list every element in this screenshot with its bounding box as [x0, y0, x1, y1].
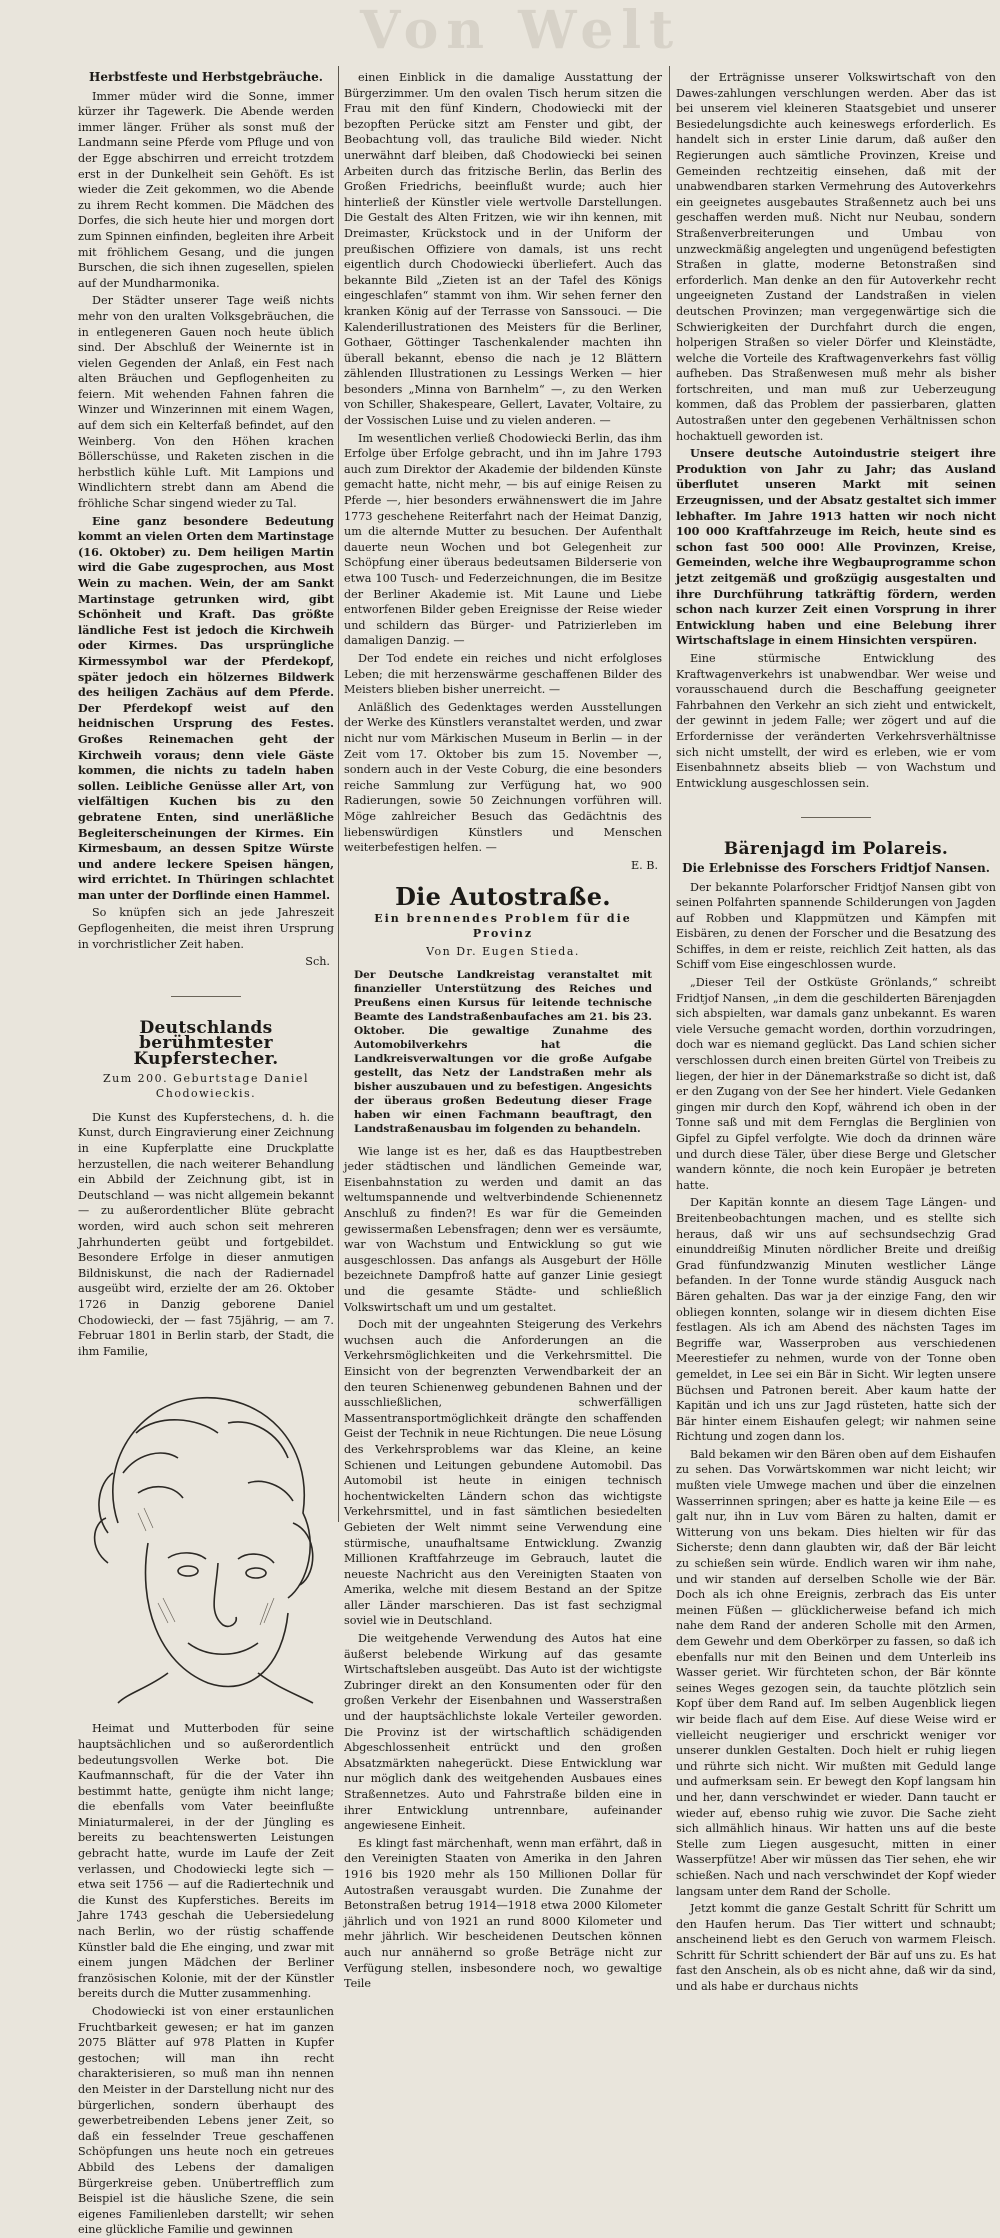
article-kupferstecher-paragraph: Heimat und Mutterboden für seine hauptsächlichen und so außerordentlich bedeutungsvollen Werke bot. Die Kaufmannschaft, für die der Vater ihn bestimmt hatte, genügte ihm nicht lange; die ebenfalls vom Vater beeinflußte Miniaturmalerei, in der der Jüngling es bereits zu beachtenswerten Leistungen gebracht hatte, wurde im Laufe der Zeit verlassen, und Chodowiecki legte sich — etwa seit 1756 — auf die Radiertechnik und die Kunst des Kupferstiches. Bereits im Jahre 1743 geschah die Uebersiedelung nach Berlin, wo der rüstig schaffende Künstler bald die Ehe einging, und zwar mit einem jungen Mädchen der Berliner französischen Kolonie, mit der der Künstler bereits durch die Mutter zusammenhing.	[78, 1722, 334, 2001]
article-autostrasse-title: Die Autostraße.	[395, 882, 611, 912]
chodowiecki-portrait-illustration	[78, 1373, 328, 1703]
article-kupferstecher-paragraph: Die Kunst des Kupferstechens, d. h. die Kunst, durch Eingravierung einer Zeichnung in eine Kupferplatte eine Druckplatte herzustellen, die nach weiterer Behandlung ein Abbild der Zeichnung gibt, ist in Deutschland — was nicht allgemein bekannt — zu außerordentlicher Blüte gebracht worden, wird auch schon seit mehreren Jahrhunderten geübt und fortgebildet. Besondere Erfolge in dieser anmutigen Bildniskunst, die nach der Radiernadel ausgeübt wird, erzielte der am 26. Oktober 1726 in Danzig geborene Daniel Chodowiecki, der — fast 75jährig, — am 7. Februar 1801 in Berlin starb, der Stadt, die ihm Familie,	[78, 1110, 334, 1358]
article-baerenjagd-paragraph: Bald bekamen wir den Bären oben auf dem Eishaufen zu sehen. Das Vorwärtskommen war nicht leicht; wir mußten viele Umwege machen und über die einzelnen Wasserrinnen springen; aber es hatte ja keine Eile — es galt nur, ihn in Luv vom Bären zu halten, damit er Witterung von uns bekam. Dies hielten wir für das Sicherste; denn dann glaubten wir, daß der Bär leicht zu schießen sein würde. Endlich waren wir ihm nahe, und wir standen auf derselben Scholle wie der Bär. Doch als ich ohne Ereignis, zerbrach das Eis unter meinen Füßen — glücklicherweise befand ich mich nahe dem Rand der anderen Scholle mit den Armen, dem Gewehr und dem Oberkörper zu fassen, so daß ich ebenfalls nur mit den Beinen und dem Unterleib ins Wasser geriet. Wir fürchteten schon, der Bär könnte seines Weges gezogen sein, da tauchte plötzlich sein Kopf über dem Rand auf. Im selben Augenblick liegen wir beide flach auf dem Eise. Auf diese Weise wird er vielleicht neugieriger und erschrickt weniger vor unserer dunklen Gestalten. Doch hielt er ruhig liegen und rührte sich nicht. Wir mußten mit Geduld lange und aufmerksam sein. Er bewegt den Kopf langsam hin und her, dann verschwindet er wieder. Dann taucht er wieder auf, ebenso ruhig wie zuvor. Die Sache zieht sich allmählich hinaus. Wir hatten uns auf die beste Stelle zum Liegen ausgesucht, mitten in einer Wasserpfütze! Aber wir müssen das Tier sehen, ehe wir schießen. Nach und nach verschwindet der Kopf wieder langsam unter dem Rand der Scholle.	[676, 1447, 996, 1898]
article-baerenjagd-paragraph: Der Kapitän konnte an diesem Tage Längen- und Breitenbeobachtungen machen, und es stellte sich heraus, daß wir uns auf sechsundsechzig Grad einunddreißig Minuten nördlicher Breite und dreißig Grad fünfundzwanzig Minuten westlicher Länge befanden. In der Tonne wurde ständig Ausguck nach Bären gehalten. Das war ja der einzige Fang, den wir obliegen konnten, solange wir in diesem dichten Eise festlagen. Als ich am Abend des nächsten Tages im Begriffe war, Wasserproben aus verschiedenen Meerestiefer zu nehmen, wurde von der Tonne oben gemeldet, in Lee sei ein Bär in Sicht. Wir legten unsere Büchsen und Patronen bereit. Aber kaum hatte der Kapitän und ich uns zur Jagd rüsteten, hatte sich der Bär hinter einem Eishaufen gelegt; wir nahmen seine Richtung und zogen dann los.	[676, 1196, 996, 1444]
article-baerenjagd-subtitle: Die Erlebnisse des Forschers Fridtjof Nansen.	[682, 860, 990, 875]
column-2	[344, 70, 662, 1991]
article-herbstfeste-title: Herbstfeste und Herbstgebräuche.	[89, 70, 323, 84]
article-kupferstecher-continuation: einen Einblick in die damalige Ausstattung der Bürgerzimmer. Um den ovalen Tisch herum sitzen die Frau mit den fünf Kindern, Chodowiecki mit der bezopften Perücke sitzt am Fenster und gibt, der Beobachtung voll, das trauliche Bild wieder. Nicht unerwähnt darf bleiben, daß Chodowiecki bei seinen Arbeiten durch das fritzische Berlin, das Berlin des Großen Friedrichs, beeinflußt wurde; auch hier hinterließ der Künstler viele wertvolle Darstellungen. Die Gestalt des Alten Fritzen, wie wir ihn kennen, mit Dreimaster, Krückstock und in der Uniform der preußischen Offiziere von damals, ist uns recht eigentlich durch Chodowiecki überliefert. Auch das bekannte Bild „Zieten ist an der Tafel des Königs eingeschlafen“ stammt von ihm. Wir sehen ferner den kranken König auf der Terrasse von Sanssouci. — Die Kalenderillustrationen des Meisters für die Berliner, Gothaer, Göttinger Taschenkalender machten ihn überall bekannt, ebenso die nach je 12 Blättern zählenden Illustrationen zu Lessings Werken — hier besonders „Minna von Barnhelm“ —, zu den Werken von Schiller, Shakespeare, Gellert, Lavater, Voltaire, zu der Vossischen Luise und zu vielen anderen. —	[344, 71, 662, 428]
separator-line	[171, 996, 241, 997]
article-baerenjagd-paragraph: Jetzt kommt die ganze Gestalt Schritt für Schritt um den Haufen herum. Das Tier wittert und schnaubt; anscheinend liebt es den Geruch von warmem Fleisch. Schritt für Schritt schiendert der Bär auf uns zu. Es hat fast den Anschein, als ob es nicht ahne, daß wir da sind, und als habe er durchaus nichts	[676, 1902, 996, 1994]
article-autostrasse-continuation: Eine stürmische Entwicklung des Kraftwagenverkehrs ist unabwendbar. Wer weise und vorausschauend durch die Beschaffung geeigneter Fahrbahnen den Verkehr an sich zieht und entwickelt, der gewinnt in jedem Falle; wer zögert und auf die Erfordernisse der veränderten Verkehrsverhältnisse sich nicht umstellt, der wird es erleben, wie er vom Eisenbahnnetz abseits blieb — von Wachstum und Entwicklung ausgeschlossen sein.	[676, 651, 996, 790]
column-3	[676, 70, 996, 1994]
article-baerenjagd-paragraph: Der bekannte Polarforscher Fridtjof Nansen gibt von seinen Polfahrten spannende Schilderungen von Jagden auf Robben und Klappmützen und Kämpfen mit Eisbären, zu denen der Forscher und die Besatzung des Schiffes, in dem er reiste, reichlich Zeit hatten, als das Schiff vom Eise eingeschlossen wurde.	[676, 880, 996, 972]
article-autostrasse-kicker: Ein brennendes Problem für die Provinz	[374, 911, 632, 941]
article-herbstfeste-paragraph: So knüpfen sich an jede Jahreszeit Gepflogenheiten, die meist ihren Ursprung in vorchristlicher Zeit haben.	[78, 906, 334, 951]
article-herbstfeste-paragraph: Immer müder wird die Sonne, immer kürzer ihr Tagewerk. Die Abende werden immer länger. Früher als sonst muß der Landmann seine Pferde vom Pfluge und von der Egge abschirren und erreicht trotzdem erst in der Dunkelheit sein Gehöft. Es ist wieder die Zeit gekommen, wo die Abende zu ihrem Recht kommen. Die Mädchen des Dorfes, die sich heute hier und morgen dort zum Spinnen einfinden, begleiten ihre Arbeit mit fröhlichem Gesang, und die jungen Burschen, die sich ihnen zugesellen, spielen auf der Mundharmonika.	[78, 89, 334, 290]
column-1	[78, 70, 334, 2237]
article-kupferstecher-continuation: Anläßlich des Gedenktages werden Ausstellungen der Werke des Künstlers veranstaltet werden, und zwar nicht nur vom Märkischen Museum in Berlin — in der Zeit vom 17. Oktober bis zum 15. November —, sondern auch in der Veste Coburg, die eine besonders reiche Sammlung zur Verfügung hat, wo 900 Radierungen, sowie 50 Zeichnungen vorführen will. Möge zahlreicher Besuch das Gedächtnis des liebenswürdigen Künstlers und Menschen weiterbefestigen helfen. —	[344, 700, 662, 855]
article-herbstfeste-paragraph: Eine ganz besondere Bedeutung kommt an vielen Orten dem Martinstage (16. Oktober) zu. Dem heiligen Martin wird die Gabe zugesprochen, aus Most Wein zu machen. Wein, der am Sankt Martinstage getrunken wird, gibt Schönheit und Kraft. Das größte ländliche Fest ist jedoch die Kirchweih oder Kirmes. Das ursprüngliche Kirmessymbol war der Pferdekopf, später jedoch ein hölzernes Bildwerk des heiligen Zachäus auf dem Pferde. Der Pferdekopf weist auf den heidnischen Ursprung des Festes. Großes Reinemachen geht der Kirchweih voraus; denn viele Gäste kommen, die nichts zu tadeln haben sollen. Leibliche Genüsse aller Art, von vielfältigen Kuchen bis zu den gebratene Enten, sind unerläßliche Begleiterscheinungen der Kirmes. Ein Kirmesbaum, an dessen Spitze Würste und andere leckere Speisen hängen, wird errichtet. In Thüringen schlachtet man unter der Dorflinde einen Hammel.	[78, 513, 334, 902]
separator-line	[801, 817, 871, 818]
article-kupferstecher-paragraph: Chodowiecki ist von einer erstaunlichen Fruchtbarkeit gewesen; er hat im ganzen 2075 Blätter auf 978 Platten in Kupfer gestochen; will man ihn recht charakterisieren, so muß man ihn nennen den Meister in der Darstellung nicht nur des bürgerlichen, sondern überhaupt des gewerbetreibenden Lebens jener Zeit, so daß ein fesselnder Treue geschaffenen Schöpfungen uns heute noch ein getreues Abbild des Lebens der damaligen Bürgerkreise geben. Unübertrefflich zum Beispiel ist die häusliche Szene, die sein eigenes Familienleben darstellt; wir sehen eine glückliche Familie und gewinnen	[78, 2005, 334, 2237]
article-kupferstecher-continuation: Der Tod endete ein reiches und nicht erfolgloses Leben; die mit herzenswärme geschaffenen Bilder des Meisters blieben bisher unerreicht. —	[344, 651, 662, 697]
article-autostrasse-continuation: der Erträgnisse unserer Volkswirtschaft von den Dawes-zahlungen verschlungen werden. Aber das ist bei unserem viel kleineren Staatsgebiet und unserer Besiedelungsdichte auch keineswegs erforderlich. Es handelt sich in erster Linie darum, daß außer den Regierungen auch sämtliche Provinzen, Kreise und Gemeinden rechtzeitig einsehen, daß mit der unabwendbaren starken Vermehrung des Autoverkehrs ein geeignetes ausgebautes Straßennetz auch bei uns geschaffen werden muß. Nicht nur Neubau, sondern Straßenverbreiterungen und Umbau von unzweckmäßig angelegten und ungenügend befestigten Straßen in glatte, moderne Betonstraßen sind erforderlich. Man denke an den für Autoverkehr recht ungeeigneten Zustand der Landstraßen in vielen deutschen Provinzen; man vergegenwärtige sich die Schwierigkeiten der Durchfahrt durch die engen, holperigen Straßen so vieler Dörfer und Kleinstädte, welche die Vorteile des Kraftwagenverkehrs fast völlig aufheben. Das Straßenwesen muß mehr als bisher fortschreiten, und man muß zur Ueberzeugung kommen, daß das Problem der passierbaren, glatten Autostraßen unter den gegebenen Verhältnissen schon hochaktuell geworden ist.	[676, 71, 996, 443]
article-autostrasse-continuation: Unsere deutsche Autoindustrie steigert ihre Produktion von Jahr zu Jahr; das Ausland überflutet unseren Markt mit seinen Erzeugnissen, und der Absatz gestaltet sich immer lebhafter. Im Jahre 1913 hatten wir noch nicht 100 000 Kraftfahrzeuge im Reich, heute sind es schon fast 500 000! Alle Provinzen, Kreise, Gemeinden, welche ihre Wegbauprogramme schon jetzt zeitgemäß und großzügig ausgestalten und ihre Durchführung tatkräftig fördern, werden schon nach kurzer Zeit einen Vorsprung in ihrer Entwicklung haben und eine Belebung ihrer Wirtschaftslage in einem Hinsichten verspüren.	[676, 446, 996, 648]
article-baerenjagd-title: Bärenjagd im Polareis.	[723, 839, 949, 860]
article-baerenjagd-paragraph: „Dieser Teil der Ostküste Grönlands,“ schreibt Fridtjof Nansen, „in dem die geschilderten Bärenjagden sich abspielten, war damals ganz unbekannt. Es waren viele Versuche gemacht worden, dorthin vorzudringen, doch war es niemand geglückt. Das Land schien sicher verschlossen durch einen breiten Gürtel von Treibeis zu liegen, der hier in der Dänemarkstraße so dicht ist, daß er den Zugang von der See her hindert. Viele Gedanken gingen mir durch den Kopf, während ich oben in der Tonne saß und mit dem Fernglas die Berglinien von Gipfel zu Gipfel verfolgte. Wie doch da drinnen wäre und durch diese Täler, über diese Berge und Gletscher wandern könnte, die noch kein Europäer je betreten hatte.	[676, 976, 996, 1192]
article-autostrasse-paragraph: Doch mit der ungeahnten Steigerung des Verkehrs wuchsen auch die Anforderungen an die Verkehrsmöglichkeiten und die Verkehrsmittel. Die Einsicht von der begrenzten Verwendbarkeit der an den teuren Schienenweg gebundenen Bahnen und der ausschließlichen, schwerfälligen Massentransportmöglichkeit drängte den schaffenden Geist der Technik in neue Richtungen. Die neue Lösung des Verkehrsproblems war das Kleine, an keine Schienen und Leitungen gebundene Automobil. Das Automobil ist heute in einigen technisch hochentwickelten Ländern schon das wichtigste Verkehrsmittel, und in fast sämtlichen besiedelten Gebieten der Welt nimmt seine Verwendung eine stürmische, unaufhaltsame Entwicklung. Zwanzig Millionen Kraftfahrzeuge im Gebrauch, lautet die neueste Nachricht aus den Vereinigten Staaten von Amerika, welche mit diesem Bestand an der Spitze aller Länder marschieren. Das ist fast sechzigmal soviel wie in Deutschland.	[344, 1318, 662, 1628]
article-kupferstecher-title: Deutschlands berühmtester Kupferstecher.	[133, 1017, 279, 1070]
article-kupferstecher-subtitle: Zum 200. Geburtstage Daniel Chodowieckis.	[103, 1071, 309, 1101]
article-autostrasse-paragraph: Die weitgehende Verwendung des Autos hat eine äußerst belebende Wirkung auf das gesamte Wirtschaftsleben ausgeübt. Das Auto ist der wichtigste Zubringer direkt an den Konsumenten oder für den großen Verkehr der Eisenbahnen und Wasserstraßen und der hauptsächlichste lokale Verteiler geworden. Die Provinz ist der wirtschaftlich schädigenden Abgeschlossenheit entrückt und den großen Absatzmärkten nahegerückt. Diese Entwicklung war nur möglich dank des weitgehenden Ausbaues eines Straßennetzes. Auto und Fahrstraße bilden eine in ihrer Entwicklung untrennbare, aufeinander angewiesene Einheit.	[344, 1632, 662, 1833]
article-autostrasse-paragraph: Wie lange ist es her, daß es das Hauptbestreben jeder städtischen und ländlichen Gemeinde war, Eisenbahnstation zu werden und damit an das weltumspannende und weltverbindende Schienennetz Anschluß zu finden?! Es war für die Gemeinden gewissermaßen Lebensfragen; denn wer es versäumte, war von Wachstum und Entwicklung so gut wie ausgeschlossen. Das anfangs als Ausgeburt der Hölle bezeichnete Dampfroß hatte auf ganzer Linie gesiegt und die gesamte Städte- und schließlich Volkswirtschaft um und um gestaltet.	[344, 1144, 662, 1314]
masthead-bleed-through: Von Welt	[360, 0, 682, 61]
article-kupferstecher-continuation: Im wesentlichen verließ Chodowiecki Berlin, das ihm Erfolge über Erfolge gebracht, und ihn im Jahre 1793 auch zum Direktor der Akademie der bildenden Künste gemacht hatte, nicht mehr, — bis auf einige Reisen zu Pferde —, hier besonders erwähnenswert die im Jahre 1773 geschehene Reiterfahrt nach der Heimat Danzig, um die alternde Mutter zu besuchen. Der Aufenthalt dauerte neun Wochen und bot Gelegenheit zur Schöpfung einer überaus bedeutsamen Bilderserie von etwa 100 Tusch- und Federzeichnungen, die im Besitze der Berliner Akademie ist. Mit Laune und Liebe entworfenen Bilder geben Ereignisse der Reise wieder und schildern das Bürger- und Patrizierleben im damaligen Danzig. —	[344, 431, 662, 648]
article-herbstfeste-signature: Sch.	[305, 955, 330, 969]
column-rule-right	[669, 66, 670, 1522]
column-rule-left	[338, 66, 339, 1522]
article-kupferstecher-signature: E. B.	[630, 858, 658, 872]
article-autostrasse-byline: Von Dr. Eugen Stieda.	[426, 945, 580, 959]
article-herbstfeste-paragraph: Der Städter unserer Tage weiß nichts mehr von den uralten Volksgebräuchen, die in entlegeneren Gauen noch heute üblich sind. Der Abschluß der Weinernte ist in vielen Gegenden der Anlaß, ein Fest nach alten Bräuchen und Gepflogenheiten zu feiern. Mit wehenden Fahnen fahren die Winzer und Winzerinnen mit einem Wagen, auf dem sich ein Kelterfaß befindet, auf den Weinberg. Von den Höhen krachen Böllerschüsse, und Raketen zischen in die herbstlich kühle Luft. Mit Lampions und Windlichtern strebt dann am Abend die fröhliche Schar singend wieder zu Tal.	[78, 294, 334, 511]
article-autostrasse-lead: Der Deutsche Landkreistag veranstaltet mit finanzieller Unterstützung des Reiches und Preußens einen Kursus für leitende technische Beamte des Landstraßenbaufaches am 21. bis 23. Oktober. Die gewaltige Zunahme des Automobilverkehrs hat die Landkreisverwaltungen vor die große Aufgabe gestellt, das Netz der Landstraßen mehr als bisher auszubauen und zu befestigen. Angesichts der überaus großen Bedeutung dieser Frage haben wir einen Fachmann beauftragt, den Landstraßenausbau im folgenden zu behandeln.	[354, 968, 652, 1135]
article-autostrasse-paragraph: Es klingt fast märchenhaft, wenn man erfährt, daß in den Vereinigten Staaten von Amerika in den Jahren 1916 bis 1920 mehr als 150 Millionen Dollar für Autostraßen verausgabt wurden. Die Zunahme der Betonstraßen betrug 1914—1918 etwa 2000 Kilometer jährlich und von 1921 an rund 8000 Kilometer und mehr jährlich. Wir bescheidenen Deutschen können auch nur annähernd so große Beträge nicht zur Verfügung stellen, insbesondere noch, wo gewaltige Teile	[344, 1836, 662, 1991]
